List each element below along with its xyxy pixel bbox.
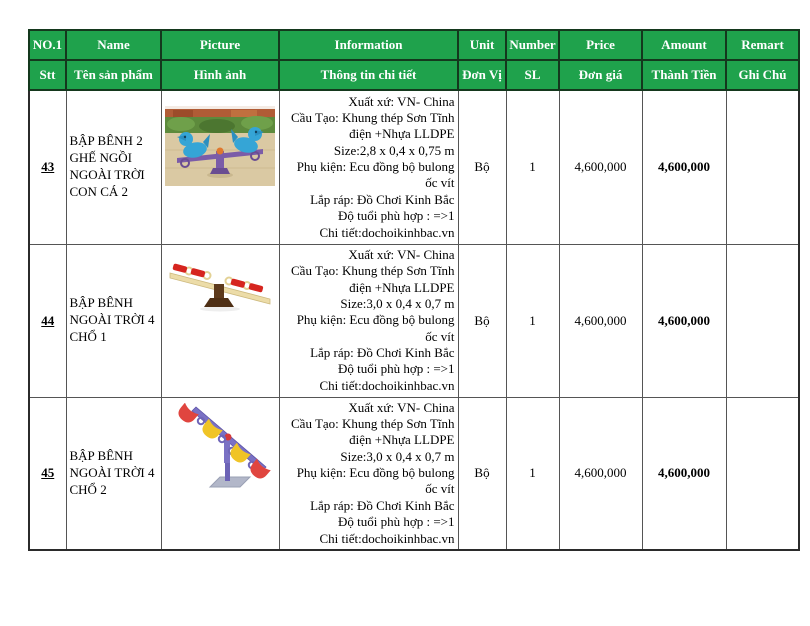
info-size: Size:3,0 x 0,4 x 0,7 m xyxy=(340,448,455,464)
col-header-ghi-chu: Ghi Chú xyxy=(726,60,799,90)
row-number: 43 xyxy=(41,159,55,175)
info-assembly: Lắp ráp: Đồ Chơi Kinh Bắc xyxy=(310,497,455,513)
remark-cell xyxy=(726,244,799,397)
product-name: BẬP BÊNH NGOÀI TRỜI 4 CHỔ 1 xyxy=(66,244,161,397)
product-photo-four-seat-seesaw xyxy=(164,259,276,319)
header-row-vietnamese xyxy=(29,60,799,90)
row-number-cell xyxy=(29,244,66,397)
quantity-cell: 1 xyxy=(506,397,559,550)
col-header-thanh-tien: Thành Tiền xyxy=(642,60,726,90)
product-info xyxy=(279,90,458,244)
unit-cell: Bộ xyxy=(458,397,506,550)
product-name: BẬP BÊNH 2 GHẾ NGỒI NGOÀI TRỜI CON CÁ 2 xyxy=(66,90,161,244)
info-assembly: Lắp ráp: Đồ Chơi Kinh Bắc xyxy=(310,191,455,207)
price-cell: 4,600,000 xyxy=(559,397,642,550)
col-header-name: Name xyxy=(66,30,161,60)
info-accessories: Phụ kiện: Ecu đồng bộ bulong ốc vít xyxy=(296,159,455,191)
info-assembly: Lắp ráp: Đồ Chơi Kinh Bắc xyxy=(310,345,455,361)
row-number-cell xyxy=(29,90,66,244)
col-header-price: Price xyxy=(559,30,642,60)
col-header-information: Information xyxy=(279,30,458,60)
info-size: Size:2,8 x 0,4 x 0,75 m xyxy=(333,142,455,158)
col-header-amount: Amount xyxy=(642,30,726,60)
col-header-don-vi: Đơn Vị xyxy=(458,60,506,90)
info-age: Độ tuổi phù hợp : =>1 xyxy=(337,361,455,377)
product-photo-cell xyxy=(161,244,279,397)
table-row-45 xyxy=(29,397,799,550)
product-photo-fish-seesaw xyxy=(165,106,275,186)
product-info xyxy=(279,397,458,550)
col-header-remart: Remart xyxy=(726,30,799,60)
info-origin: Xuất xứ: VN- China xyxy=(348,399,455,415)
price-cell: 4,600,000 xyxy=(559,244,642,397)
table-row-43 xyxy=(29,90,799,244)
col-header-don-gia: Đơn giá xyxy=(559,60,642,90)
col-header-picture: Picture xyxy=(161,30,279,60)
quantity-cell: 1 xyxy=(506,244,559,397)
product-photo-cell xyxy=(161,90,279,244)
col-header-sl: SL xyxy=(506,60,559,90)
info-structure: Cầu Tạo: Khung thép Sơn Tĩnh điện +Nhựa LLDPE xyxy=(291,415,455,448)
info-detail: Chi tiết:dochoikinhbac.vn xyxy=(319,377,455,393)
info-detail: Chi tiết:dochoikinhbac.vn xyxy=(319,224,455,240)
remark-cell xyxy=(726,397,799,550)
info-age: Độ tuổi phù hợp : =>1 xyxy=(337,514,455,530)
unit-cell: Bộ xyxy=(458,90,506,244)
product-name: BẬP BÊNH NGOÀI TRỜI 4 CHỔ 2 xyxy=(66,397,161,550)
col-header-ten-san-pham: Tên sản phẩm xyxy=(66,60,161,90)
col-header-number: Number xyxy=(506,30,559,60)
col-header-unit: Unit xyxy=(458,30,506,60)
col-header-stt: Stt xyxy=(29,60,66,90)
remark-cell xyxy=(726,90,799,244)
product-photo-bucket-seat-seesaw xyxy=(164,403,276,495)
info-accessories: Phụ kiện: Ecu đồng bộ bulong ốc vít xyxy=(296,465,455,497)
col-header-thong-tin: Thông tin chi tiết xyxy=(279,60,458,90)
amount-cell: 4,600,000 xyxy=(642,90,726,244)
table-row-44 xyxy=(29,244,799,397)
info-origin: Xuất xứ: VN- China xyxy=(348,246,455,262)
amount-cell: 4,600,000 xyxy=(642,244,726,397)
info-accessories: Phụ kiện: Ecu đồng bộ bulong ốc vít xyxy=(296,312,455,344)
row-number-cell xyxy=(29,397,66,550)
quantity-cell: 1 xyxy=(506,90,559,244)
info-origin: Xuất xứ: VN- China xyxy=(348,93,455,109)
col-header-hinh-anh: Hình ảnh xyxy=(161,60,279,90)
info-size: Size:3,0 x 0,4 x 0,7 m xyxy=(340,295,455,311)
info-detail: Chi tiết:dochoikinhbac.vn xyxy=(319,530,455,546)
product-photo-cell xyxy=(161,397,279,550)
info-age: Độ tuổi phù hợp : =>1 xyxy=(337,208,455,224)
info-structure: Cầu Tạo: Khung thép Sơn Tĩnh điện +Nhựa LLDPE xyxy=(291,263,455,295)
unit-cell: Bộ xyxy=(458,244,506,397)
price-cell: 4,600,000 xyxy=(559,90,642,244)
info-structure: Cầu Tạo: Khung thép Sơn Tĩnh điện +Nhựa LLDPE xyxy=(291,109,455,142)
product-info xyxy=(279,244,458,397)
product-price-table xyxy=(28,29,800,551)
row-number: 44 xyxy=(41,312,55,328)
col-header-no: NO.1 xyxy=(29,30,66,60)
header-row-english xyxy=(29,30,799,60)
row-number: 45 xyxy=(41,465,55,481)
amount-cell: 4,600,000 xyxy=(642,397,726,550)
